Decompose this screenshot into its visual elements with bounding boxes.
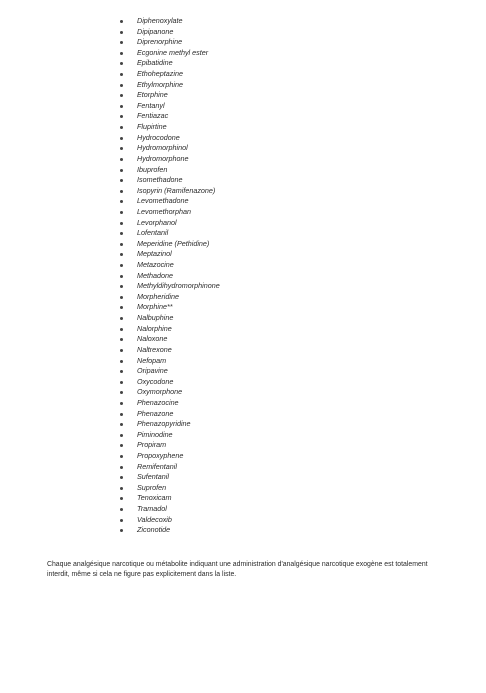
list-item: Epibatidine xyxy=(120,58,220,69)
list-item: Levomethorphan xyxy=(120,207,220,218)
list-item: Flupirtine xyxy=(120,122,220,133)
list-item: Naloxone xyxy=(120,334,220,345)
list-item: Sufentanil xyxy=(120,472,220,483)
list-item: Valdecoxib xyxy=(120,515,220,526)
list-item: Fentanyl xyxy=(120,101,220,112)
list-item: Tramadol xyxy=(120,504,220,515)
list-item: Oxycodone xyxy=(120,377,220,388)
list-item: Levomethadone xyxy=(120,196,220,207)
list-item: Hydromorphinol xyxy=(120,143,220,154)
list-item: Isopyrin (Ramifenazone) xyxy=(120,186,220,197)
list-item: Suprofen xyxy=(120,483,220,494)
list-item: Nalorphine xyxy=(120,324,220,335)
list-item: Tenoxicam xyxy=(120,493,220,504)
list-item: Morphine** xyxy=(120,302,220,313)
list-item: Ecgonine methyl ester xyxy=(120,48,220,59)
list-item: Nalbuphine xyxy=(120,313,220,324)
narcotic-analgesic-list xyxy=(120,16,220,536)
list-item: Morpheridine xyxy=(120,292,220,303)
list-item: Metazocine xyxy=(120,260,220,271)
list-item: Naltrexone xyxy=(120,345,220,356)
list-item: Ziconotide xyxy=(120,525,220,536)
list-item: Phenazopyridine xyxy=(120,419,220,430)
list-item: Piminodine xyxy=(120,430,220,441)
list-item: Oripavine xyxy=(120,366,220,377)
list-item: Methadone xyxy=(120,271,220,282)
list-item: Fentiazac xyxy=(120,111,220,122)
list-item: Nefopam xyxy=(120,356,220,367)
list-item: Diprenorphine xyxy=(120,37,220,48)
list-item: Remifentanil xyxy=(120,462,220,473)
list-item: Isomethadone xyxy=(120,175,220,186)
list-item: Diphenoxylate xyxy=(120,16,220,27)
list-item: Oxymorphone xyxy=(120,387,220,398)
list-item: Ethoheptazine xyxy=(120,69,220,80)
list-item: Lofentanil xyxy=(120,228,220,239)
list-item: Phenazone xyxy=(120,409,220,420)
list-item: Ibuprofen xyxy=(120,165,220,176)
list-item: Ethylmorphine xyxy=(120,80,220,91)
list-item: Levorphanol xyxy=(120,218,220,229)
list-item: Etorphine xyxy=(120,90,220,101)
list-item: Hydrocodone xyxy=(120,133,220,144)
list-item: Methyldihydromorphinone xyxy=(120,281,220,292)
list-item: Dipipanone xyxy=(120,27,220,38)
list-item: Hydromorphone xyxy=(120,154,220,165)
list-item: Meptazinol xyxy=(120,249,220,260)
list-item: Propoxyphene xyxy=(120,451,220,462)
list-item: Meperidine (Pethidine) xyxy=(120,239,220,250)
list-item: Phenazocine xyxy=(120,398,220,409)
footer-note: Chaque analgésique narcotique ou métabolite indiquant une administration d'analgésique narcotique exogène est totalement interdit, même si cela ne figure pas explicitement dans la liste. xyxy=(47,561,428,578)
list-item: Propiram xyxy=(120,440,220,451)
